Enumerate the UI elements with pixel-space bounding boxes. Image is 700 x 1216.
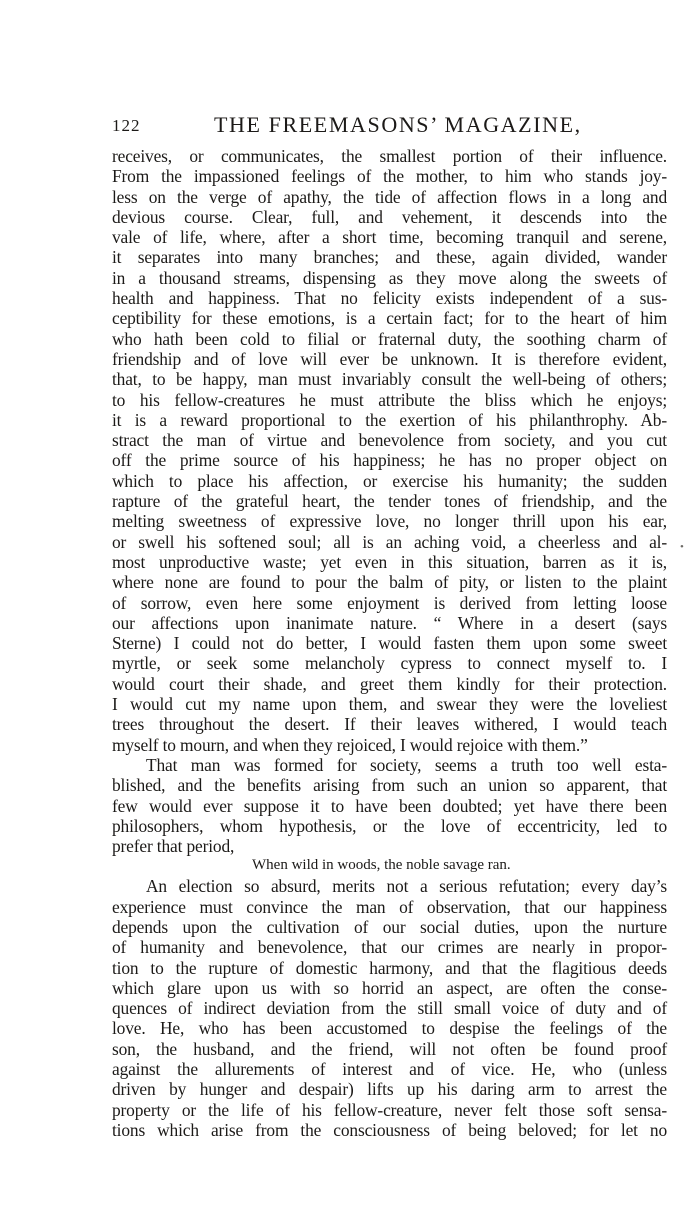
text-line: against the allurements of interest and of vice. He, who (unless <box>112 1059 667 1080</box>
text-line: ceptibility for these emotions, is a certain fact; for to the heart of him <box>112 308 667 329</box>
text-line: devious course. Clear, full, and vehement, it descends into the <box>112 206 667 227</box>
text-line: melting sweetness of expressive love, no longer thrill upon his ear, <box>112 511 667 532</box>
text-line: depends upon the cultivation of our social duties, upon the nurture <box>112 916 667 937</box>
journal-title: THE FREEMASONS’ MAGAZINE, <box>214 112 582 137</box>
paragraph-2 <box>112 755 667 856</box>
page-number: 122 <box>112 116 141 135</box>
text-line: it separates into many branches; and these, again divided, wander <box>112 247 667 268</box>
text-line: where none are found to pour the balm of pity, or listen to the plaint <box>112 572 667 593</box>
text-line: I would cut my name upon them, and swear they were the loveliest <box>112 694 667 715</box>
text-line: myself to mourn, and when they rejoiced, I would rejoice with them.” <box>112 734 588 755</box>
text-line: health and happiness. That no felicity exists independent of a sus- <box>112 288 667 309</box>
text-line: Sterne) I could not do better, I would fasten them upon some sweet <box>112 633 667 654</box>
text-line: who hath been cold to filial or fraternal duty, the soothing charm of <box>112 328 667 349</box>
magazine-page <box>112 112 667 1140</box>
text-line: tion to the rupture of domestic harmony, and that the flagitious deeds <box>112 957 667 978</box>
text-line: rapture of the grateful heart, the tender tones of friendship, and the <box>112 491 667 512</box>
text-line: son, the husband, and the friend, will not often be found proof <box>112 1038 667 1059</box>
text-line: our affections upon inanimate nature. “ Where in a desert (says <box>112 612 667 633</box>
text-line: friendship and of love will ever be unknown. It is therefore evident, <box>112 348 667 369</box>
text-line: myrtle, or seek some melancholy cypress to connect myself to. I <box>112 653 667 674</box>
text-line: it is a reward proportional to the exertion of his philanthrophy. Ab- <box>112 409 667 430</box>
text-line: stract the man of virtue and benevolence from society, and you cut <box>112 430 667 451</box>
text-line: few would ever suppose it to have been doubted; yet have there been <box>112 795 667 816</box>
text-line: or swell his softened soul; all is an aching void, a cheerless and al- <box>112 531 667 552</box>
text-line: love. He, who has been accustomed to despise the feelings of the <box>112 1018 667 1039</box>
text-line: off the prime source of his happiness; he has no proper object on <box>112 450 667 471</box>
paragraph-1 <box>112 146 667 755</box>
text-line: An election so absurd, merits not a serious refutation; every day’s <box>146 876 667 897</box>
text-line: to his fellow-creatures he must attribute the bliss which he enjoys; <box>112 389 667 410</box>
text-line: which to place his affection, or exercise his humanity; the sudden <box>112 470 667 491</box>
text-line: of humanity and benevolence, that our crimes are nearly in propor- <box>112 937 667 958</box>
text-line: which glare upon us with so horrid an aspect, are often the conse- <box>112 977 667 998</box>
running-head <box>112 112 667 142</box>
text-line: experience must convince the man of observation, that our happiness <box>112 896 667 917</box>
text-line: receives, or communicates, the smallest portion of their influence. <box>112 146 667 166</box>
text-line: That man was formed for society, seems a truth too well esta- <box>146 754 667 775</box>
text-line: blished, and the benefits arising from such an union so apparent, that <box>112 775 667 796</box>
text-line: philosophers, whom hypothesis, or the love of eccentricity, led to <box>112 815 667 836</box>
text-line: less on the verge of apathy, the tide of affection flows in a long and <box>112 186 667 207</box>
verse-quotation: When wild in woods, the noble savage ran. <box>252 857 511 874</box>
text-line: most unproductive waste; yet even in this situation, barren as it is, <box>112 551 667 572</box>
text-line: of sorrow, even here some enjoyment is derived from letting loose <box>112 592 667 613</box>
text-line: in a thousand streams, dispensing as they move along the sweets of <box>112 267 667 288</box>
paragraph-3 <box>112 876 667 1140</box>
text-line: trees throughout the desert. If their leaves withered, I would teach <box>112 714 667 735</box>
text-line: prefer that period, <box>112 836 235 857</box>
text-line: driven by hunger and despair) lifts up his daring arm to arrest the <box>112 1079 667 1100</box>
text-line: that, to be happy, man must invariably consult the well-being of others; <box>112 369 667 390</box>
text-line: tions which arise from the consciousness of being beloved; for let no <box>112 1119 667 1140</box>
text-line: vale of life, where, after a short time, becoming tranquil and serene, <box>112 227 667 248</box>
text-line: From the impassioned feelings of the mother, to him who stands joy- <box>112 166 667 187</box>
text-line: quences of indirect deviation from the still small voice of duty and of <box>112 998 667 1019</box>
text-line: property or the life of his fellow-creature, never felt those soft sensa- <box>112 1099 667 1120</box>
margin-mark: • <box>680 541 684 553</box>
text-line: would court their shade, and greet them kindly for their protection. <box>112 673 667 694</box>
